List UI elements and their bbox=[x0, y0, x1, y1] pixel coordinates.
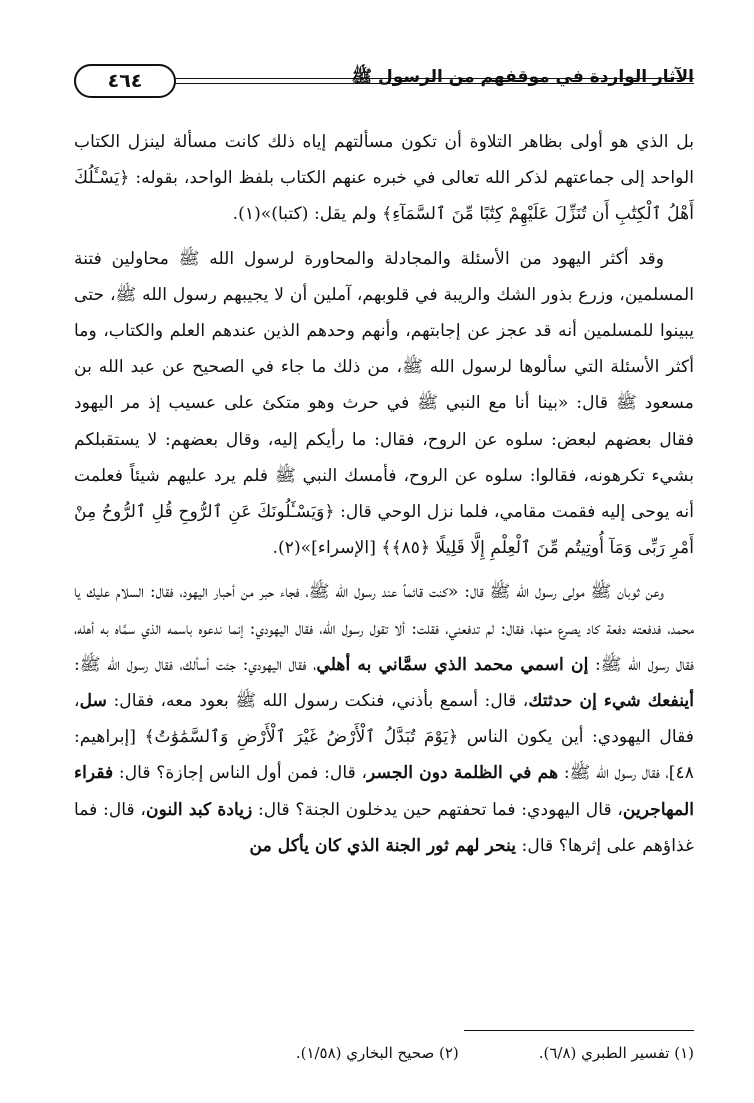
text-span: بل الذي هو أولى بظاهر التلاوة أن تكون مسألتهم إياه ذلك كانت مسألة لينزل الكتاب الواحد إلى جماعتهم لذكر الله تعالى في خبره عنهم الكتاب بلفظ الواحد، بقوله: ﴿يَسْـَٔلُكَ أَهْلُ ٱلْكِتَٰبِ أَن تُنَزِّلَ عَلَيْهِمْ كِتَٰبًا مِّنَ ٱلسَّمَآءِ﴾ ولم يقل: (كتبا)»(١). bbox=[74, 132, 694, 225]
page-number: ٤٦٤ bbox=[74, 64, 176, 98]
bold-text: ينحر لهم ثور الجنة الذي كان يأكل من bbox=[249, 835, 517, 856]
bold-text: إن اسمي محمد الذي سمَّاني به أهلي bbox=[316, 654, 589, 675]
text-span: وقد أكثر اليهود من الأسئلة والمجادلة والمحاورة لرسول الله ﷺ محاولين فتنة المسلمين، وزرع بذور الشك والريبة في قلوبهم، آملين أن لا يجيبهم رسول الله ﷺ، حتى يبينوا للمسلمين أنه قد عجز عن إجابتهم، وأنهم وحدهم الذين عندهم العلم والكتاب، وما أكثر الأسئلة التي سألوها لرسول الله ﷺ، من ذلك ما جاء في الصحيح عن عبد الله بن مسعود ﷺ قال: «بينا أنا مع النبي ﷺ في حرث وهو متكئ على عسيب إذ مر اليهود فقال بعضهم لبعض: سلوه عن الروح، فقال: ما رأيكم إليه، وقال بعضهم: لا يستقبلكم بشيء تكرهونه، فقالوا: سلوه عن الروح، فأمسك النبي ﷺ فلم يرد عليهم شيئاً فعلمت أنه يوحى إليه فقمت مقامي، فلما نزل الوحي قال: ﴿وَيَسْـَٔلُونَكَ عَنِ ٱلرُّوحِ قُلِ ٱلرُّوحُ مِنْ أَمْرِ رَبِّى وَمَآ أُوتِيتُم مِّنَ ٱلْعِلْمِ إِلَّا قَلِيلًا ﴿٨٥﴾﴾ [الإسراء]»(٢). bbox=[74, 248, 694, 559]
footnotes bbox=[74, 1044, 694, 1062]
bold-text: سل bbox=[79, 691, 107, 712]
bold-text: هم في الظلمة دون الجسر bbox=[367, 763, 559, 784]
text-span: ، فقال اليهودي: أين يكون الناس ﴿يَوْمَ تُبَدَّلُ ٱلْأَرْضُ غَيْرَ ٱلْأَرْضِ وَٱلسَّمَٰوَٰتُ﴾ [إبراهيم: ٤٨]، فقال رسول الله ﷺ: bbox=[74, 691, 694, 784]
text-span: ، قال: أسمع بأذني، فنكت رسول الله ﷺ بعود معه، فقال: bbox=[106, 691, 529, 712]
text-span: ، قال: فمن أول الناس إجازة؟ قال: bbox=[113, 763, 368, 784]
text-span: ، قال اليهودي: فما تحفتهم حين يدخلون الجنة؟ قال: bbox=[252, 799, 623, 820]
paragraph bbox=[74, 124, 694, 233]
bold-text: فقراء المهاجرين bbox=[74, 763, 694, 820]
body-text bbox=[74, 124, 694, 864]
page-header bbox=[74, 64, 694, 114]
bold-text: زيادة كبد النون bbox=[145, 799, 253, 820]
bold-text: أينفعك شيء إن حدثتك bbox=[528, 691, 694, 712]
footnote-separator bbox=[464, 1030, 694, 1031]
running-title: الآثار الواردة في موقفهم من الرسول ﷺ bbox=[351, 67, 694, 87]
footnote-2: (٢) صحيح البخاري (١/٥٨). bbox=[295, 1044, 459, 1062]
text-span: وعن ثوبان ﷺ مولى رسول الله ﷺ قال: «كنت قائماً عند رسول الله ﷺ، فجاء حبر من أحبار اليهود، فقال: السلام عليك يا محمد، فدفعته دفعة كاد يصرع منها، فقال: لم تدفعني، فقلت: ألا تقول رسول الله، فقال اليهودي: إنما ندعوه باسمه الذي سمَّاه به أهله، فقال رسول الله ﷺ: bbox=[74, 582, 694, 675]
footnote-1: (١) تفسير الطبري (٦/٨). bbox=[538, 1044, 694, 1062]
text-span: ، فقال اليهودي: جئت أسألك، فقال رسول الله ﷺ: bbox=[74, 654, 317, 675]
paragraph bbox=[74, 241, 694, 567]
paragraph bbox=[74, 574, 694, 864]
text-span: ، قال: فما غذاؤهم على إثرها؟ قال: bbox=[74, 799, 694, 856]
